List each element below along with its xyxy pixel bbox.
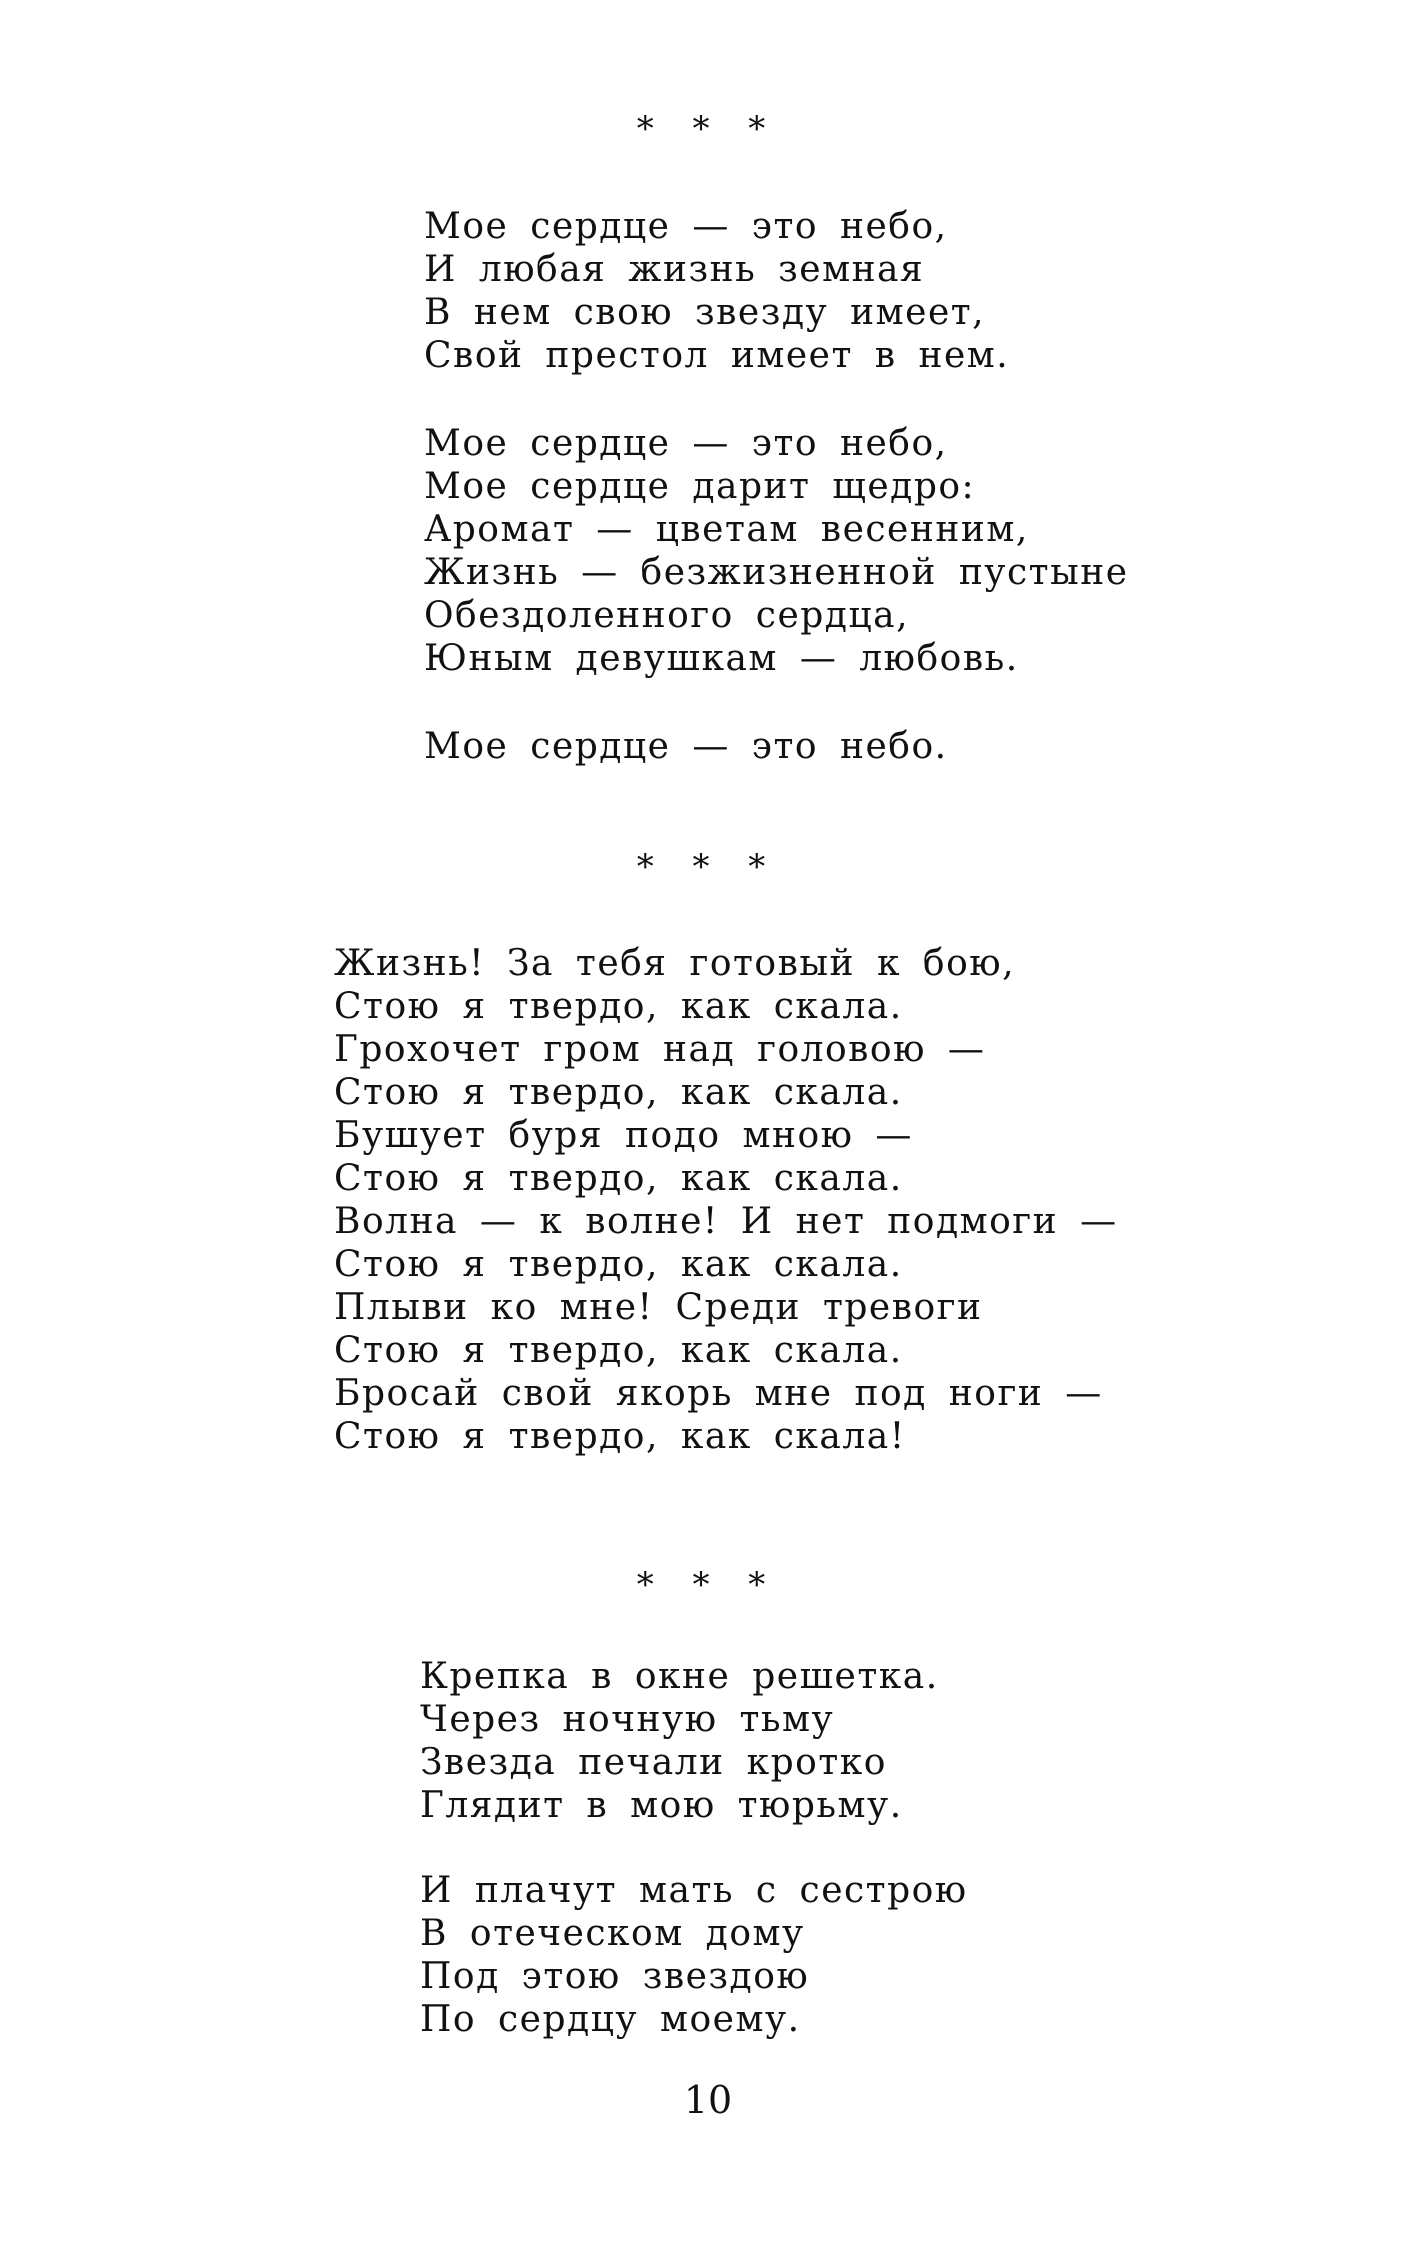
verse-line: По сердцу моему. — [420, 1999, 801, 2040]
poem-1-stanza-3 — [424, 725, 948, 768]
verse-line: Аромат — цветам весенним, — [424, 509, 1029, 550]
verse-line: Жизнь! За тебя готовый к бою, — [334, 943, 1016, 984]
verse-line: Мое сердце — это небо, — [424, 206, 948, 247]
verse-line: И любая жизнь земная — [424, 249, 925, 290]
verse-line: Через ночную тьму — [420, 1699, 835, 1740]
verse-line: Юным девушкам — любовь. — [424, 638, 1019, 679]
poem-1-separator: * * * — [636, 109, 780, 149]
poem-3-stanza-2 — [420, 1869, 968, 2041]
page-number: 10 — [683, 2078, 733, 2122]
verse-line: Грохочет гром над головою — — [334, 1029, 986, 1070]
poem-2-separator: * * * — [636, 847, 780, 887]
verse-line: Мое сердце дарит щедро: — [424, 466, 976, 507]
poem-3-separator: * * * — [636, 1565, 780, 1605]
verse-line: Стою я твердо, как скала. — [334, 1158, 903, 1199]
verse-line: И плачут мать с сестрою — [420, 1870, 968, 1911]
poem-2-stanza-1 — [334, 942, 1118, 1458]
verse-line: Жизнь — безжизненной пустыне — [424, 552, 1129, 593]
verse-line: Свой престол имеет в нем. — [424, 335, 1010, 376]
poem-3-stanza-1 — [420, 1655, 939, 1827]
verse-line: В нем свою звезду имеет, — [424, 292, 986, 333]
verse-line: Плыви ко мне! Среди тревоги — [334, 1287, 983, 1328]
verse-line: Обездоленного сердца, — [424, 595, 910, 636]
verse-line: Стою я твердо, как скала! — [334, 1416, 906, 1457]
verse-line: Стою я твердо, как скала. — [334, 1072, 903, 1113]
poem-1-stanza-1 — [424, 205, 1009, 377]
verse-line: Стою я твердо, как скала. — [334, 1244, 903, 1285]
verse-line: В отеческом дому — [420, 1913, 805, 1954]
verse-line: Бушует буря подо мною — — [334, 1115, 913, 1156]
verse-line: Под этою звездою — [420, 1956, 810, 1997]
verse-line: Звезда печали кротко — [420, 1742, 887, 1783]
verse-line: Глядит в мою тюрьму. — [420, 1785, 903, 1826]
poem-1-stanza-2 — [424, 422, 1129, 680]
verse-line: Мое сердце — это небо, — [424, 423, 948, 464]
verse-line: Бросай свой якорь мне под ноги — — [334, 1373, 1103, 1414]
verse-line: Стою я твердо, как скала. — [334, 1330, 903, 1371]
verse-line: Мое сердце — это небо. — [424, 726, 948, 767]
verse-line: Волна — к волне! И нет подмоги — — [334, 1201, 1118, 1242]
verse-line: Крепка в окне решетка. — [420, 1656, 939, 1697]
verse-line: Стою я твердо, как скала. — [334, 986, 903, 1027]
